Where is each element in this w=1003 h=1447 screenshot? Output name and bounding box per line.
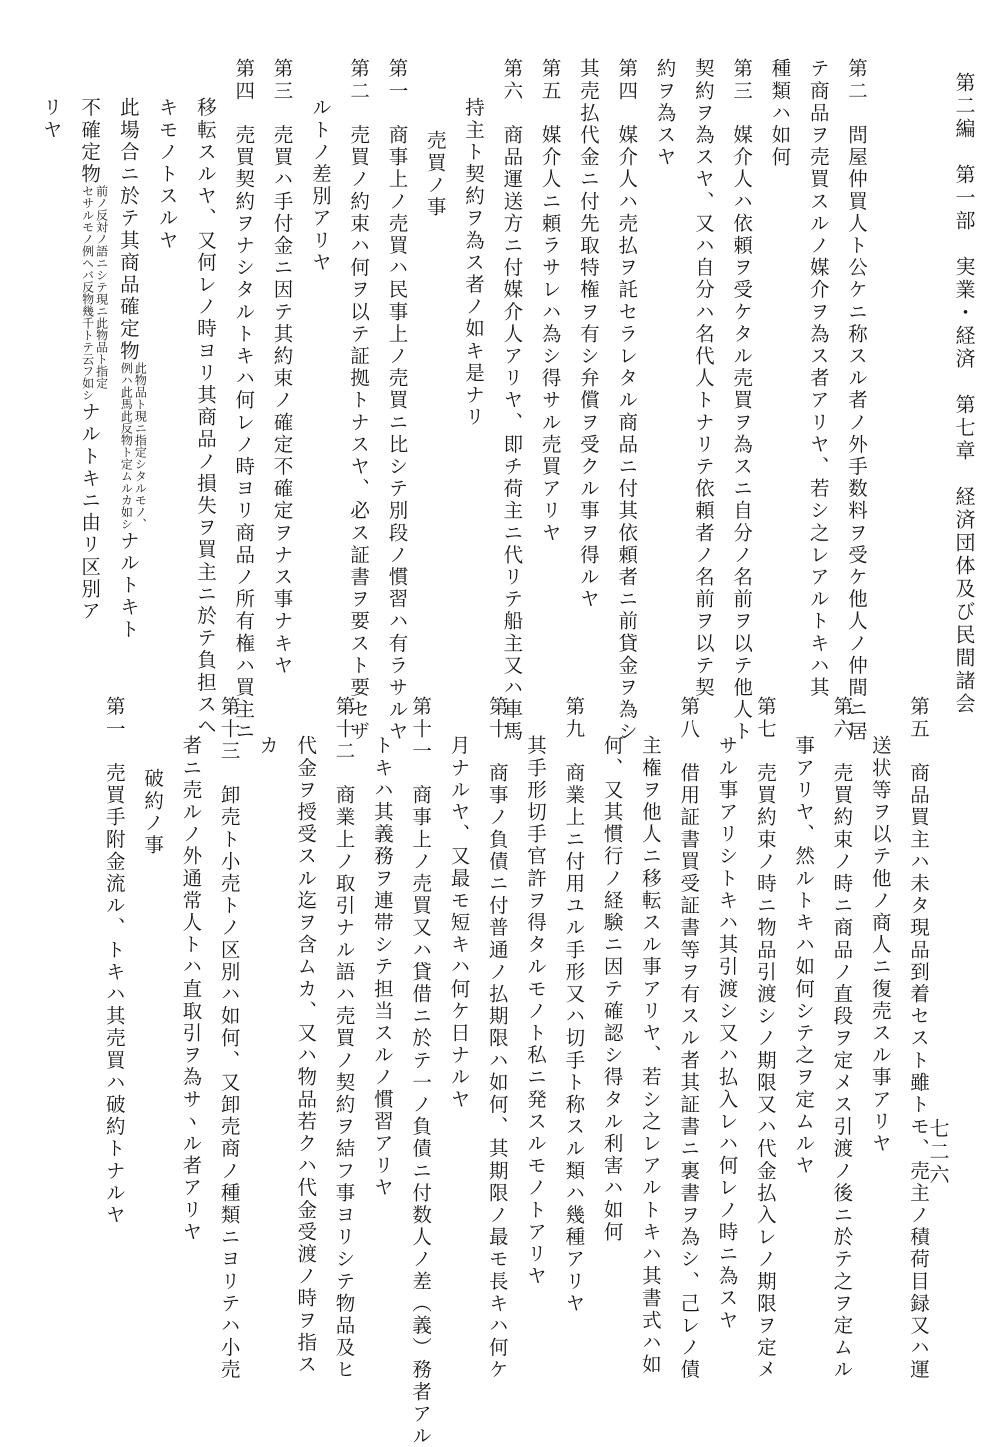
top-line — [109, 58, 148, 658]
running-header — [880, 58, 1000, 716]
line-text: 此場合ニ於テ其商品確定物 — [116, 97, 140, 363]
line-text: キモノトスルヤ — [155, 97, 179, 252]
top-line — [569, 58, 607, 658]
bottom-line — [631, 696, 669, 1376]
line-text: 送状等ヲ以テ他ノ商人ニ復売スル事アリヤ — [868, 735, 892, 1155]
line-text: トキハ其義務ヲ連帯シテ担当スルノ慣習アリヤ — [370, 735, 394, 1200]
top-line — [607, 58, 645, 744]
bottom-line — [401, 696, 439, 1447]
line-text: 破約ノ事 — [141, 768, 165, 857]
line-text: 第十二 商業上ノ取引ナル語ハ売買ノ契約ヲ結フ事ヨリシテ物品及ヒ — [332, 696, 356, 1382]
line-text: 持主ト契約ヲ為ス者ノ如キ是ナリ — [462, 97, 486, 429]
top-line — [684, 58, 722, 699]
bottom-line — [248, 696, 286, 1256]
bottom-line — [554, 696, 592, 1315]
line-text: 第一 売買手附金流ル、トキハ其売買ハ破約トナルヤ — [102, 696, 126, 1227]
top-line — [147, 58, 185, 658]
line-text: 第八 借用証書買受証書等ヲ有スル者其証書ニ裏書ヲ為シ、己レノ債 — [677, 696, 701, 1382]
running-title: 第二編 第一部 実業・経済 第七章 経済団体及び民間諸会 — [952, 72, 976, 716]
line-text: 契約ヲ為スヤ、又ハ自分ハ名代人トナリテ依頼者ノ名前ヲ以テ契 — [691, 58, 715, 699]
top-line — [454, 58, 492, 658]
top-line — [186, 58, 224, 738]
bottom-line — [209, 696, 247, 1382]
top-line — [301, 58, 339, 658]
top-line — [530, 58, 568, 658]
line-text: 第九 商業上ニ付用ユル手形又ハ切手ト称スル類ハ幾種アリヤ — [562, 696, 586, 1315]
line-text: 第五 商品買主ハ未タ現品到着セスト雖トモ、売主ノ積荷目録又ハ運 — [907, 696, 930, 1382]
interlinear-note — [81, 185, 109, 401]
top-line — [415, 58, 453, 658]
line-text: ルトノ差別アリヤ — [308, 97, 332, 274]
line-text: テ商品ヲ売買スルノ媒介ヲ為ス者アリヤ、若シ之レアルトキハ其 — [806, 58, 830, 699]
line-text: 第四 売買契約ヲナシタルトキハ何レノ時ヨリ商品ノ所有権ハ買主ニ — [232, 58, 256, 744]
page-number: 七二六 — [926, 1118, 950, 1187]
top-line — [645, 58, 683, 658]
note-line: 例ハ此馬此反物ト定ムルカ如シ — [119, 362, 134, 531]
line-text: 不確定物 — [78, 97, 102, 186]
line-text: 第十一 商事上ノ売買又ハ貸借ニ於テ一ノ負債ニ付数人ノ差（義）務者アル — [409, 696, 433, 1447]
line-text: 売買ノ事 — [423, 130, 447, 219]
top-line — [377, 58, 415, 744]
bottom-line — [439, 696, 477, 1256]
line-text: 何、又其慣行ノ経験ニ因テ確認シ得タル利害ハ如何 — [600, 735, 624, 1244]
line-text: 代金ヲ授受スル迄ヲ含ムカ、又ハ物品若クハ代金受渡ノ時ヲ指ス — [294, 735, 318, 1376]
line-text: 第六 商品運送方ニ付媒介人アリヤ、即チ荷主ニ代リテ船主又ハ車馬 — [500, 58, 524, 744]
line-text: カ — [255, 735, 279, 758]
top-line — [70, 58, 109, 658]
line-text: 第二 問屋仲買人ト公ケニ称スル者ノ外手数料ヲ受ケ他人ノ仲間ニ居 — [845, 58, 868, 744]
line-text: 事アリヤ、然ルトキハ如何シテ之ヲ定ムルヤ — [792, 735, 816, 1177]
line-text: 其売払代金ニ付先取特権ヲ有シ弁償ヲ受クル事ヲ得ルヤ — [576, 58, 600, 611]
bottom-line — [516, 696, 554, 1288]
note-line: 前ノ反対ノ語ニシテ現ニ此物品ト指定 — [94, 185, 109, 390]
top-line — [31, 58, 69, 658]
bottom-text-block — [94, 696, 937, 1447]
bottom-line — [363, 696, 401, 1256]
bottom-line — [286, 696, 324, 1376]
bottom-line — [746, 696, 784, 1382]
line-text: 約ヲ為スヤ — [653, 58, 677, 169]
bottom-line — [324, 696, 362, 1382]
top-line — [492, 58, 530, 744]
line-text: 第十 商事ノ負債ニ付普通ノ払期限ハ如何、其期限ノ最モ長キハ何ケ — [485, 696, 509, 1382]
line-text: 月ナルヤ、又最モ短キハ何ケ日ナルヤ — [447, 735, 471, 1111]
top-line — [224, 58, 262, 744]
line-text: 第四 媒介人ハ売払ヲ託セラレタル商品ニ付其依頼者ニ前貸金ヲ為シ — [615, 58, 639, 744]
top-line — [722, 58, 760, 744]
top-line — [262, 58, 300, 677]
bottom-line — [707, 696, 745, 1332]
line-text: 第十三 卸売ト小売トノ区別ハ如何、又卸売商ノ種類ニヨリテハ小売 — [217, 696, 241, 1382]
interlinear-note — [119, 362, 147, 530]
bottom-line — [784, 696, 822, 1256]
top-line — [339, 58, 377, 744]
line-text: リヤ — [39, 97, 63, 142]
line-text: 第五 媒介人ニ頼ラサレハ為シ得サル売買アリヤ — [538, 58, 562, 545]
line-text: 第二 売買ノ約束ハ何ヲ以テ証拠トナスヤ、必ス証書ヲ要スト要セザ — [347, 58, 371, 744]
line-text: 第三 媒介人ハ依頼ヲ受ケタル売買ヲ為スニ自分ノ名前ヲ以テ他人ト — [730, 58, 754, 744]
line-text: 第三 売買ハ手付金ニ因テ其約束ノ確定不確定ヲナス事ナキヤ — [270, 58, 294, 677]
line-text: 第六 売買約束ノ時ニ商品ノ直段ヲ定メス引渡ノ後ニ於テ之ヲ定ムル — [830, 696, 854, 1382]
bottom-line — [822, 696, 860, 1382]
bottom-line — [477, 696, 515, 1382]
note-line: セサルモノ例ヘバ反物幾千トテ云フ如シ — [80, 185, 95, 402]
line-text: サル事アリシトキハ其引渡シ又ハ払入レハ何レノ時ニ為スヤ — [715, 735, 739, 1332]
line-text: 種類ハ如何 — [768, 58, 792, 169]
bottom-line — [133, 696, 171, 1256]
line-text: 第一 商事上ノ売買ハ民事上ノ売買ニ比シテ別段ノ慣習ハ有ラサルヤ — [385, 58, 409, 744]
line-text: 主権ヲ他人ニ移転スル事アリヤ、若シ之レアルトキハ其書式ハ如 — [638, 735, 662, 1376]
line-text-after: ナルトキト — [116, 530, 140, 641]
bottom-line — [592, 696, 630, 1256]
top-line — [837, 58, 875, 744]
note-line: 此物品ト現ニ指定シタルモノ、 — [133, 362, 148, 531]
bottom-line — [860, 696, 898, 1256]
bottom-line — [94, 696, 132, 1256]
line-text-after: ナルトキニ由リ区別ア — [78, 401, 102, 623]
bottom-line — [899, 696, 937, 1382]
top-line — [760, 58, 798, 658]
line-text: 其手形切手官許ヲ得タルモノト私ニ発スルモノトアリヤ — [524, 735, 548, 1288]
top-line — [798, 58, 836, 699]
line-text: 第七 売買約束ノ時ニ物品引渡シノ期限又ハ代金払入レノ期限ヲ定メ — [753, 696, 777, 1382]
bottom-line — [171, 696, 209, 1256]
line-text: 者ニ売ルノ外通常人トハ直取引ヲ為サヽル者アリヤ — [179, 735, 203, 1244]
line-text: 移転スルヤ、又何レノ時ヨリ其商品ノ損失ヲ買主ニ於テ負担スヘ — [193, 97, 217, 738]
bottom-line — [669, 696, 707, 1382]
top-text-block — [31, 58, 875, 744]
